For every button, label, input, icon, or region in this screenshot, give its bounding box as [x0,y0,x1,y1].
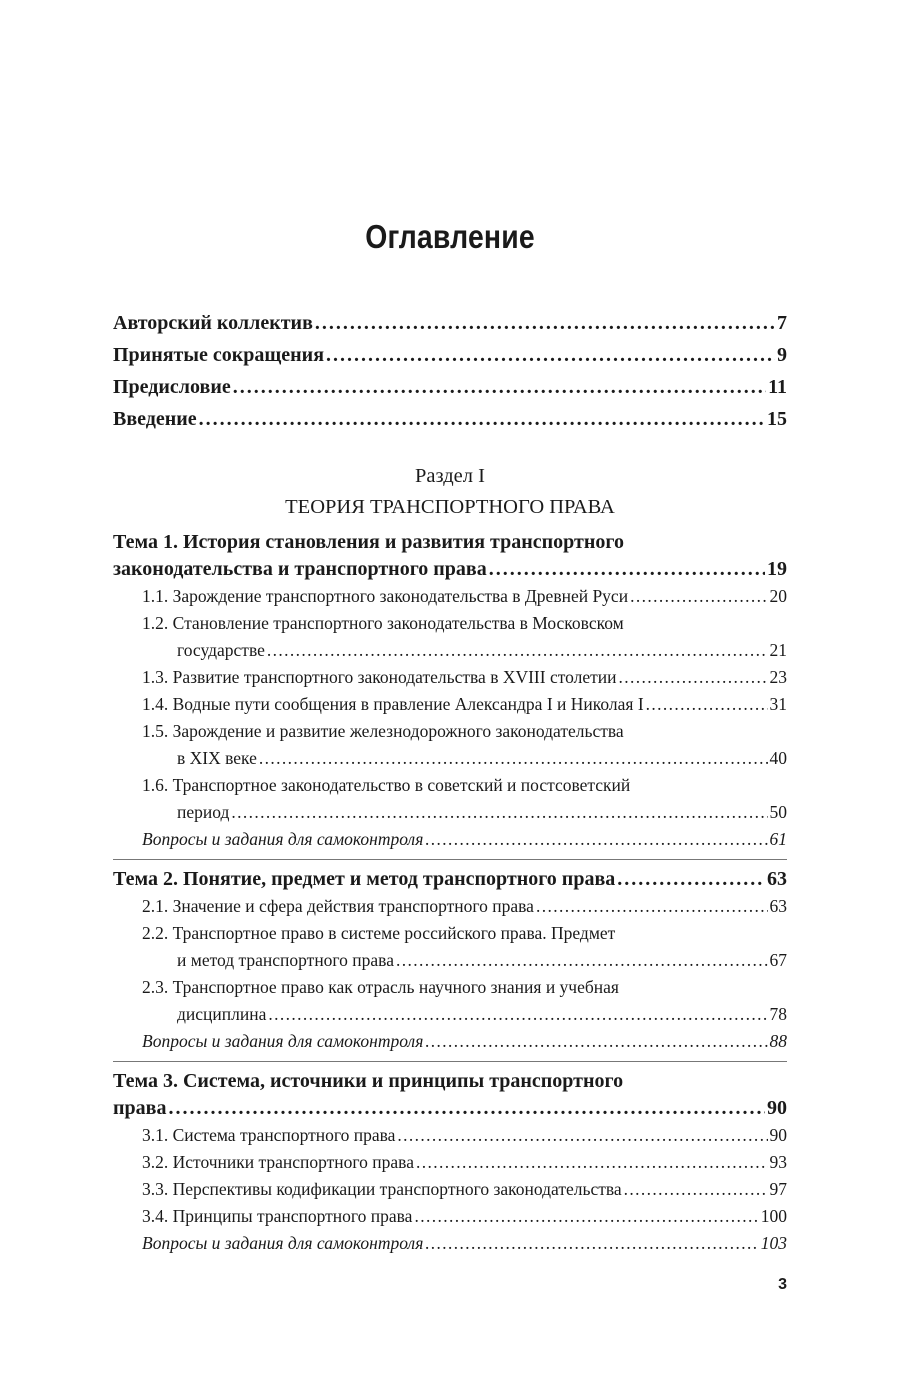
subentry-label-cont: период [177,802,230,822]
subentry-page: 100 [760,1206,787,1226]
dot-leader [315,307,775,339]
subentry-page: 63 [769,896,787,916]
spacer [113,435,787,461]
dot-leader [624,1176,768,1203]
toc-subentry-3-1[interactable] [113,1122,787,1149]
subentry-label: 1.1. Зарождение транспортного законодательства в Древней Руси [142,586,629,606]
section-number: Раздел I [415,465,485,487]
page-title: Оглавление [365,218,535,255]
subentry-page: 90 [769,1125,787,1145]
toc-subentry-2-1[interactable] [113,893,787,920]
toc-entry-authors[interactable] [113,307,787,339]
toc-subentry-3-4[interactable] [113,1203,787,1230]
dot-leader [414,1203,758,1230]
subentry-label: 1.3. Развитие транспортного законодательства в XVIII столетии [142,667,617,687]
dot-leader [231,799,767,826]
subentry-label-cont: и метод транспортного права [177,950,394,970]
subentry-page: 23 [769,667,787,687]
dot-leader [425,1028,767,1055]
subentry-page: 93 [769,1152,787,1172]
toc-subentry-1-1[interactable] [113,583,787,610]
dot-leader [268,1001,767,1028]
dot-leader [425,1230,758,1257]
dot-leader [326,339,775,371]
subentry-label: 3.4. Принципы транспортного права [142,1206,413,1226]
subentry-label: 2.1. Значение и сфера действия транспортного права [142,896,534,916]
toc-entry-label: Предисловие [113,376,231,398]
toc-subentry-1-4[interactable] [113,691,787,718]
dot-leader [425,826,767,853]
toc-subentry-2-2[interactable] [113,920,787,974]
questions-page: 103 [760,1233,787,1253]
theme-title-line2: права [113,1097,167,1119]
toc-entry-page: 7 [777,312,787,334]
theme-title-line2: законодательства и транспортного права [113,558,487,580]
toc-entry-page: 9 [777,344,787,366]
subentry-page: 78 [769,1004,787,1024]
subentry-label: 1.6. Транспортное законодательство в советский и постсоветский [142,775,631,795]
theme-page: 19 [767,558,787,580]
questions-label: Вопросы и задания для самоконтроля [142,1031,424,1051]
dot-leader [396,947,768,974]
subentry-label: 1.5. Зарождение и развитие железнодорожного законодательства [142,721,624,741]
toc-questions-2[interactable] [113,1028,787,1055]
subentry-page: 31 [769,694,787,714]
questions-page: 88 [769,1031,787,1051]
subentry-label: 3.1. Система транспортного права [142,1125,396,1145]
dot-leader [267,637,768,664]
theme-title-line1: Тема 2. Понятие, предмет и метод транспортного права [113,868,616,890]
subentry-label: 1.4. Водные пути сообщения в правление Александра I и Николая I [142,694,644,714]
theme-page: 63 [767,868,787,890]
toc-subentry-1-3[interactable] [113,664,787,691]
toc-entry-label: Введение [113,408,197,430]
dot-leader [199,403,765,435]
toc-questions-1[interactable] [113,826,787,853]
subentry-page: 67 [769,950,787,970]
toc-questions-3[interactable] [113,1230,787,1257]
dot-leader [489,556,765,583]
subentry-page: 21 [769,640,787,660]
toc-theme-3[interactable] [113,1068,787,1122]
dot-leader [619,664,768,691]
questions-label: Вопросы и задания для самоконтроля [142,1233,424,1253]
toc-entry-label: Принятые сокращения [113,344,325,366]
table-of-contents [113,307,787,1257]
toc-entry-label: Авторский коллектив [113,312,313,334]
theme-title-line1: Тема 1. История становления и развития транспортного [113,531,624,553]
questions-label: Вопросы и задания для самоконтроля [142,829,424,849]
toc-subentry-3-3[interactable] [113,1176,787,1203]
section-name: ТЕОРИЯ ТРАНСПОРТНОГО ПРАВА [285,496,615,518]
dot-leader [630,583,767,610]
toc-entry-page: 15 [767,408,787,430]
dot-leader [233,371,766,403]
theme-title-line1: Тема 3. Система, источники и принципы транспортного [113,1070,624,1092]
toc-theme-1[interactable] [113,529,787,583]
toc-subentry-1-5[interactable] [113,718,787,772]
divider [113,859,787,860]
dot-leader [646,691,768,718]
dot-leader [397,1122,767,1149]
subentry-label: 1.2. Становление транспортного законодательства в Московском [142,613,624,633]
toc-entry-introduction[interactable] [113,403,787,435]
subentry-label: 2.3. Транспортное право как отрасль научного знания и учебная [142,977,619,997]
subentry-page: 97 [769,1179,787,1199]
toc-theme-2[interactable] [113,866,787,893]
toc-subentry-1-6[interactable] [113,772,787,826]
subentry-label-cont: в XIX веке [177,748,257,768]
toc-subentry-1-2[interactable] [113,610,787,664]
theme-page: 90 [767,1097,787,1119]
subentry-page: 50 [769,802,787,822]
divider [113,1061,787,1062]
toc-subentry-2-3[interactable] [113,974,787,1028]
subentry-page: 20 [769,586,787,606]
subentry-label-cont: государстве [177,640,265,660]
dot-leader [536,893,768,920]
subentry-label: 3.2. Источники транспортного права [142,1152,414,1172]
subentry-label: 3.3. Перспективы кодификации транспортного законодательства [142,1179,622,1199]
subentry-page: 40 [769,748,787,768]
toc-entry-abbreviations[interactable] [113,339,787,371]
questions-page: 61 [769,829,787,849]
toc-entry-preface[interactable] [113,371,787,403]
dot-leader [617,866,765,893]
dot-leader [259,745,768,772]
toc-entry-page: 11 [768,376,787,398]
dot-leader [168,1095,765,1122]
page-number: 3 [778,1276,787,1293]
subentry-label-cont: дисциплина [177,1004,267,1024]
toc-subentry-3-2[interactable] [113,1149,787,1176]
dot-leader [416,1149,768,1176]
subentry-label: 2.2. Транспортное право в системе российского права. Предмет [142,923,616,943]
